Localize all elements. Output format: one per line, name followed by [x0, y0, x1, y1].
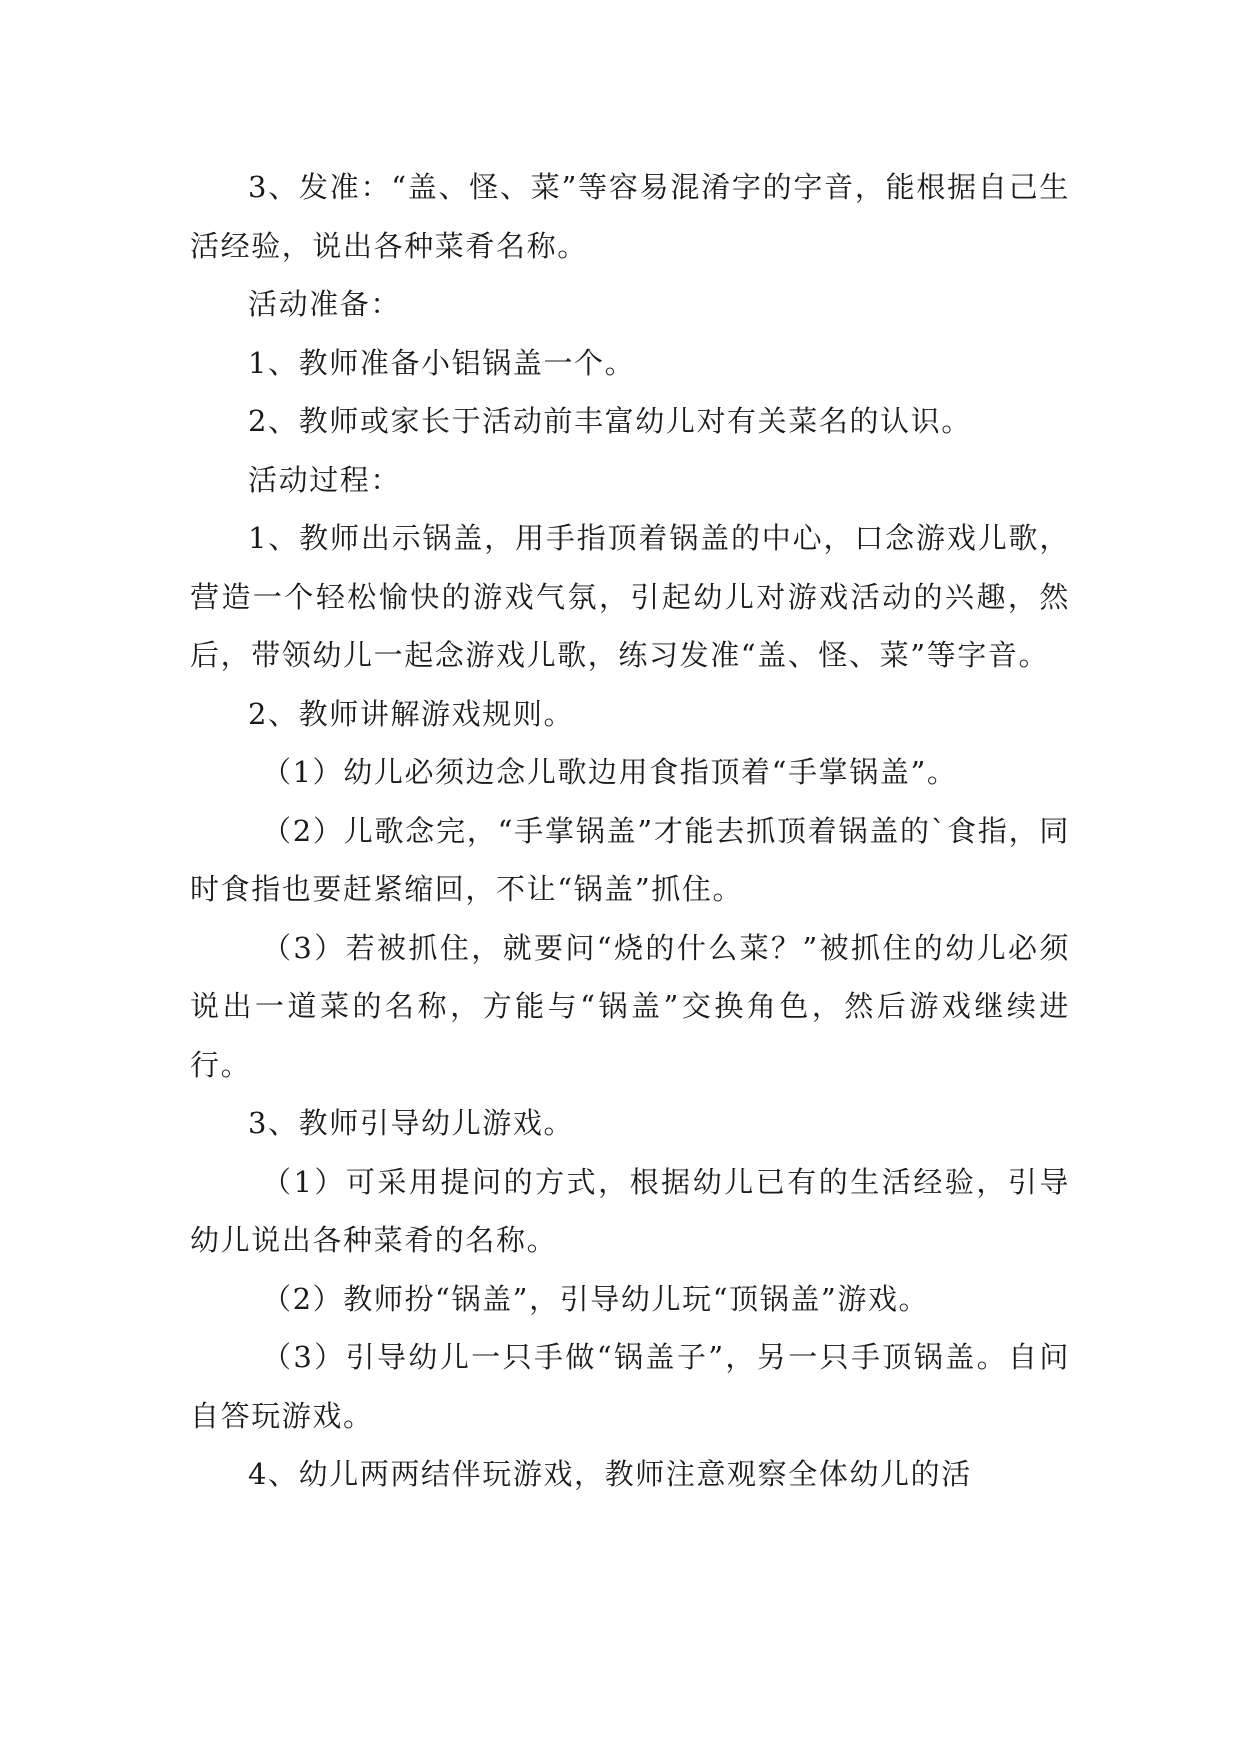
- paragraph: 3、发准：“盖、怪、菜”等容易混淆字的字音，能根据自己生活经验，说出各种菜肴名称。: [190, 170, 1070, 263]
- paragraph: 1、教师出示锅盖，用手指顶着锅盖的中心，口念游戏儿歌，营造一个轻松愉快的游戏气氛，引起幼儿对游戏活动的兴趣，然后，带领幼儿一起念游戏儿歌，练习发准“盖、怪、菜”等字音。: [190, 521, 1070, 672]
- section-heading: 活动过程：: [248, 462, 402, 497]
- paragraph: 3、教师引导幼儿游戏。: [248, 1106, 575, 1140]
- document-body: [190, 158, 1070, 1504]
- paragraph: 4、幼儿两两结伴玩游戏，教师注意观察全体幼儿的活: [248, 1457, 972, 1491]
- sub-paragraph: （2）教师扮“锅盖”，引导幼儿玩“顶锅盖”游戏。: [262, 1281, 930, 1316]
- section-heading: 活动准备：: [248, 287, 402, 321]
- sub-paragraph: （3）若被抓住，就要问“烧的什么菜？”被抓住的幼儿必须说出一道菜的名称，方能与“锅盖”交换角色，然后游戏继续进行。: [190, 930, 1070, 1082]
- paragraph: 2、教师讲解游戏规则。: [248, 696, 575, 731]
- paragraph: 2、教师或家长于活动前丰富幼儿对有关菜名的认识。: [248, 404, 972, 438]
- sub-paragraph: （3）引导幼儿一只手做“锅盖子”，另一只手顶锅盖。自问自答玩游戏。: [190, 1340, 1070, 1433]
- paragraph: 1、教师准备小铝锅盖一个。: [248, 345, 636, 380]
- sub-paragraph: （2）儿歌念完，“手掌锅盖”才能去抓顶着锅盖的`食指，同时食指也要赶紧缩回，不让“锅盖”抓住。: [190, 813, 1070, 906]
- sub-paragraph: （1）可采用提问的方式，根据幼儿已有的生活经验，引导幼儿说出各种菜肴的名称。: [190, 1164, 1070, 1257]
- sub-paragraph: （1）幼儿必须边念儿歌边用食指顶着“手掌锅盖”。: [262, 755, 958, 789]
